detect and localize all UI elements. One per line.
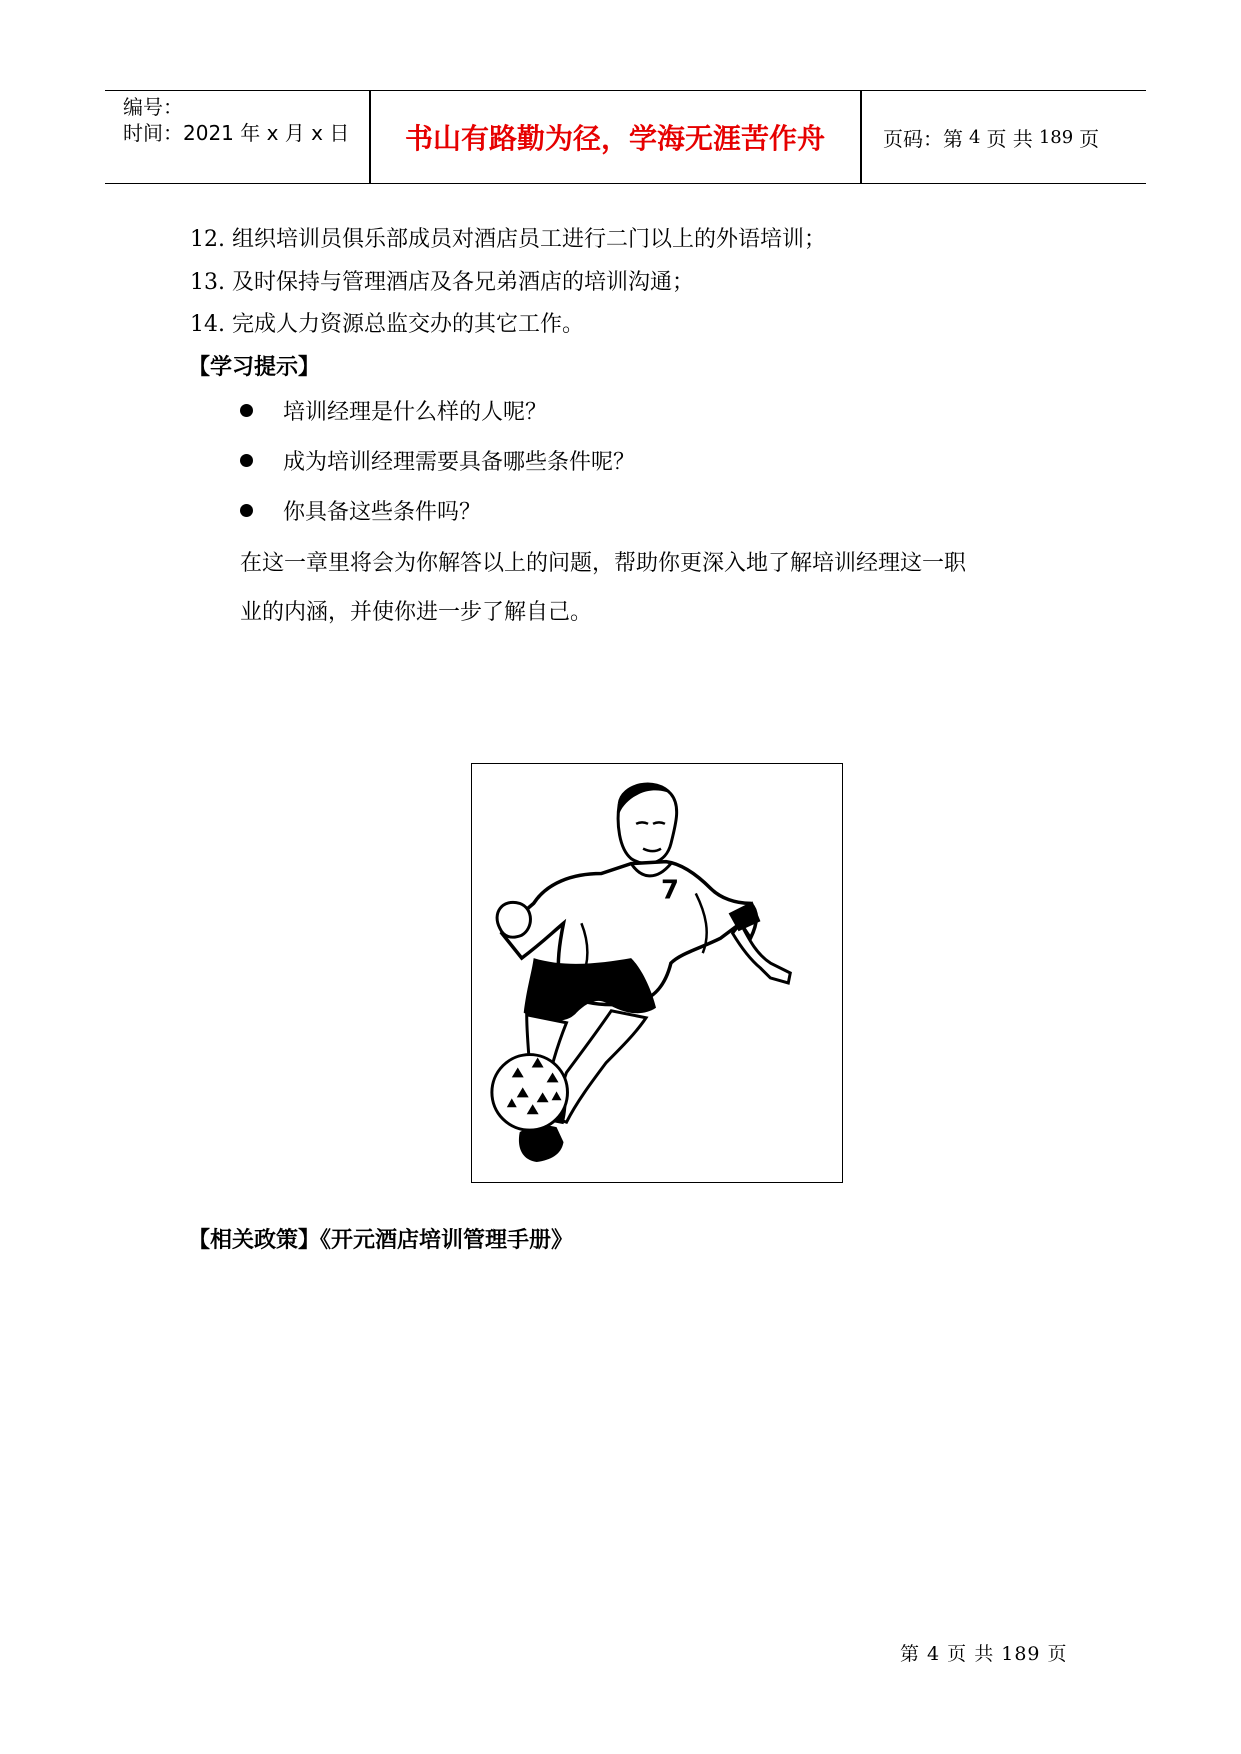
list-item: 12. 组织培训员俱乐部成员对酒店员工进行二门以上的外语培训； <box>190 227 826 252</box>
list-item: 13. 及时保持与管理酒店及各兄弟酒店的培训沟通； <box>190 270 694 295</box>
page-prefix: 页码：第 <box>883 126 963 151</box>
bullet-dot <box>240 404 253 417</box>
policy-reference: 【相关政策】《开元酒店培训管理手册》 <box>188 1228 574 1253</box>
header-page-info <box>873 91 1153 183</box>
list-item: 14. 完成人力资源总监交办的其它工作。 <box>190 312 584 337</box>
bullet-item: 你具备这些条件吗？ <box>283 500 482 525</box>
bullet-dot <box>240 504 253 517</box>
header-motto: 书山有路勤为径，学海无涯苦作舟 <box>404 122 825 155</box>
soccer-player-illustration <box>471 763 843 1183</box>
page-suffix: 页 <box>1079 126 1100 151</box>
header-meta <box>115 91 370 183</box>
intro-paragraph-line2: 业的内涵，并使你进一步了解自己。 <box>240 600 593 625</box>
page-footer: 第 4 页 共 189 页 <box>900 1643 1068 1665</box>
page-mid: 页 共 <box>986 126 1033 151</box>
header-divider-right <box>860 91 862 183</box>
page-total: 189 <box>1038 126 1074 148</box>
page-number: 4 <box>969 126 981 148</box>
bullet-item: 培训经理是什么样的人呢？ <box>283 400 548 425</box>
study-tips-title: 【学习提示】 <box>188 355 321 380</box>
bullet-dot <box>240 454 253 467</box>
intro-paragraph-line1: 在这一章里将会为你解答以上的问题，帮助你更深入地了解培训经理这一职 <box>240 551 967 576</box>
page-header <box>105 90 1146 184</box>
time-label: 时间：2021 年 x 月 x 日 <box>123 121 350 145</box>
serial-label: 编号： <box>123 95 183 119</box>
jersey-number: 7 <box>660 875 679 906</box>
bullet-item: 成为培训经理需要具备哪些条件呢？ <box>283 450 636 475</box>
